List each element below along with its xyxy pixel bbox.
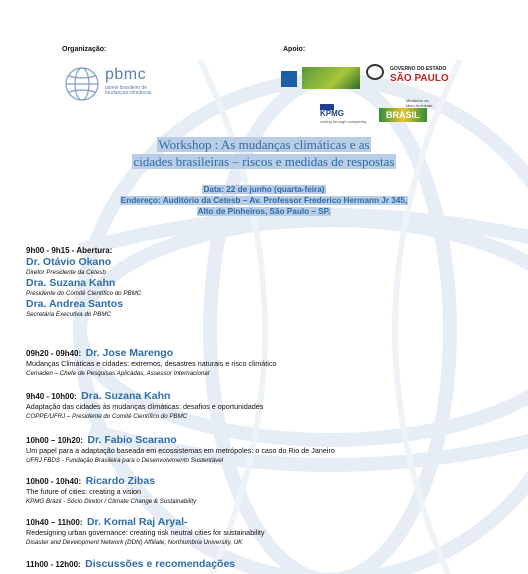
speaker-role: Secretária Executiva do PBMC bbox=[26, 311, 111, 318]
kpmg-tagline: cutting through complexity bbox=[320, 119, 367, 124]
talk-role: KPMG Brazil - Sócio Diretor / Climate Change & Sustainability bbox=[26, 498, 197, 505]
governo-logo-text: GOVERNO DO ESTADO bbox=[390, 66, 447, 72]
event-date: Data: 22 de junho (quarta-feira) bbox=[203, 185, 325, 194]
talk-speaker: Dra. Suzana Kahn bbox=[81, 390, 171, 402]
agenda-item bbox=[26, 475, 516, 507]
sponsor-logo-3-icon bbox=[366, 64, 384, 80]
workshop-title bbox=[0, 136, 528, 170]
event-address-line-1: Endereço: Auditório da Cetesb – Av. Professor Frederico Hermann Jr 345, bbox=[120, 196, 408, 205]
sponsor-logo-1 bbox=[281, 71, 297, 87]
pbmc-logo-text: pbmc bbox=[105, 66, 147, 83]
talk-topic: Mudanças Climáticas e cidades: extremos, desastres naturais e risco climático bbox=[26, 359, 277, 368]
organizacao-label: Organização: bbox=[62, 46, 107, 53]
closing-time: 11h00 - 12h00: bbox=[26, 560, 81, 569]
event-address-line-2: Alto de Pinheiros, São Paulo – SP. bbox=[197, 207, 331, 216]
talk-role: Disaster and Development Network (DDN) Affiliate, Northumbria University, UK bbox=[26, 539, 243, 546]
kpmg-logo-text: KPMG bbox=[320, 109, 344, 118]
agenda-item bbox=[26, 434, 516, 466]
talk-topic: Um papel para a adaptação baseada em ecossistemas em metrópoles: o caso do Rio de Janeiro bbox=[26, 446, 335, 455]
speaker-role: Presidente do Comitê Científico do PBMC bbox=[26, 290, 142, 297]
talk-speaker: Ricardo Zibas bbox=[85, 475, 156, 487]
title-line-2: cidades brasileiras – riscos e medidas de respostas bbox=[133, 154, 395, 169]
speaker-role: Diretor Presidente da Cetesb bbox=[26, 269, 106, 276]
talk-role: COPPE/UFRJ – Presidente do Comitê Científico do PBMC bbox=[26, 413, 188, 420]
opening-time: 9h00 - 9h15 - Abertura: bbox=[26, 246, 113, 255]
agenda-item bbox=[26, 516, 516, 548]
talk-speaker: Dr. Fabio Scarano bbox=[87, 434, 177, 446]
title-line-1: Workshop : As mudanças climáticas e as bbox=[158, 137, 370, 152]
talk-time: 10h00 – 10h20: bbox=[26, 436, 83, 445]
talk-speaker: Dr. Komal Raj Aryal- bbox=[86, 516, 188, 528]
apoio-label: Apoio: bbox=[283, 46, 306, 53]
speaker-name: Dra. Andrea Santos bbox=[26, 298, 124, 310]
talk-time: 10h40 – 11h00: bbox=[26, 518, 83, 527]
talk-topic: The future of cities: creating a vision bbox=[26, 487, 142, 496]
sao-paulo-logo-text: SÃO PAULO bbox=[390, 73, 449, 84]
closing-title: Discussões e recomendações bbox=[85, 558, 236, 570]
brasil-logo-text: BRASIL bbox=[386, 110, 420, 120]
closing-item bbox=[26, 558, 516, 570]
talk-role: UFRJ FBDS - Fundação Brasileira para o Desenvolvimento Sustentável bbox=[26, 457, 224, 464]
ministerio-label: Ministério do Meio Ambiente bbox=[406, 98, 433, 108]
pbmc-logo-subtitle: painel brasileiro de mudanças climáticas bbox=[105, 85, 152, 96]
talk-topic: Redesigning urban governance: creating risk neutral cities for sustainability bbox=[26, 528, 265, 537]
agenda-item bbox=[26, 390, 516, 422]
talk-time: 9h40 - 10h00: bbox=[26, 392, 77, 401]
speaker-name: Dr. Otávio Okano bbox=[26, 256, 112, 268]
sponsor-logo-2 bbox=[302, 67, 360, 89]
talk-topic: Adaptação das cidades às mudanças climáticas: desafios e oportunidades bbox=[26, 402, 264, 411]
agenda-item bbox=[26, 347, 516, 379]
speaker-name: Dra. Suzana Kahn bbox=[26, 277, 116, 289]
talk-role: Cemaden – Chefe de Pesquisas Aplicadas, Assessor Internacional bbox=[26, 370, 210, 377]
talk-time: 10h00 - 10h40: bbox=[26, 477, 82, 486]
event-info bbox=[0, 184, 528, 217]
opening-section bbox=[26, 246, 516, 319]
talk-time: 09h20 - 09h40: bbox=[26, 349, 82, 358]
talk-speaker: Dr. Jose Marengo bbox=[85, 347, 174, 359]
